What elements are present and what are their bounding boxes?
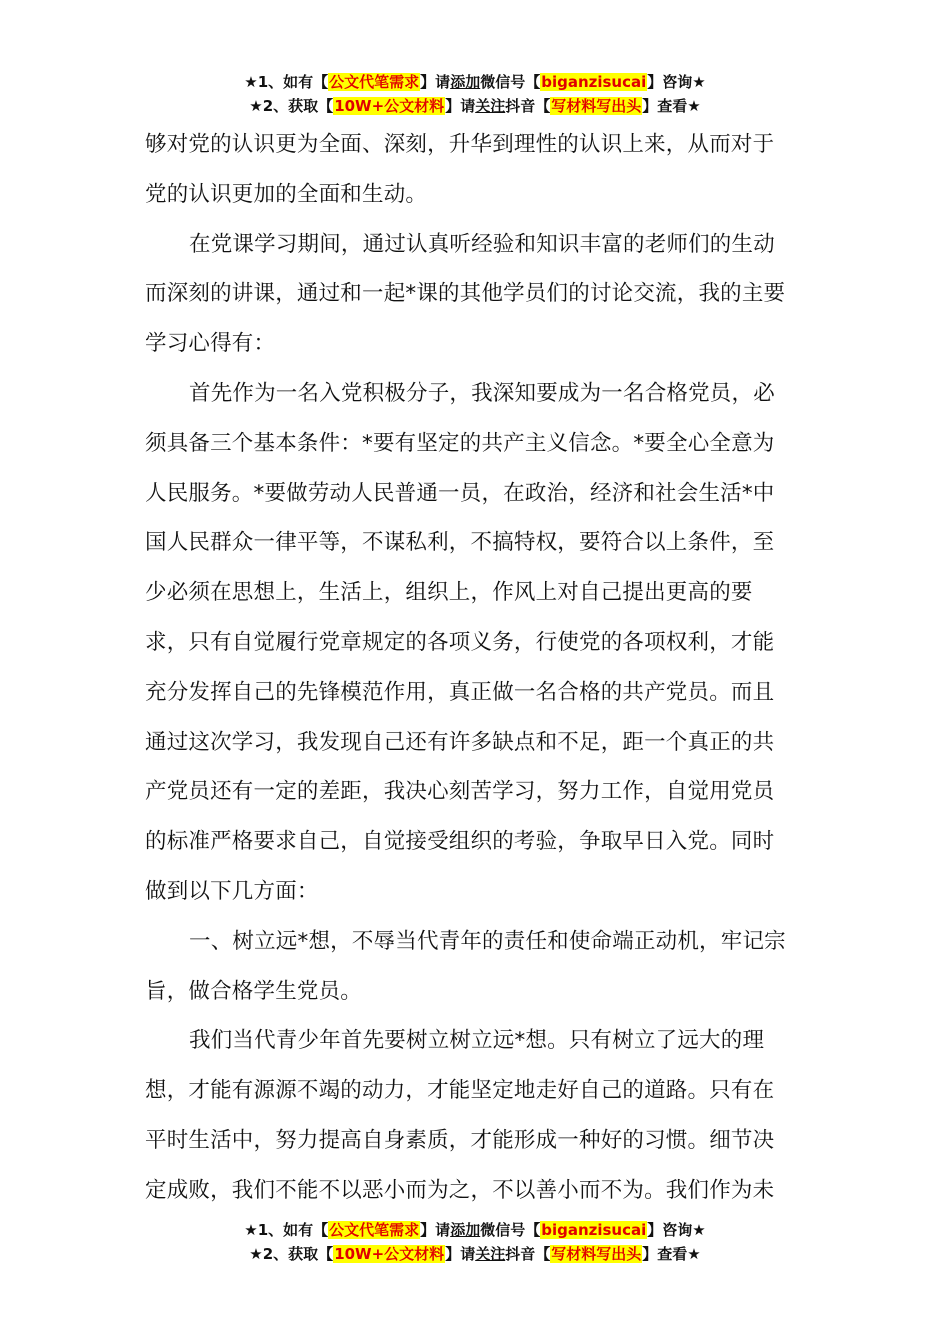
text-line: 学习心得有： (145, 331, 276, 357)
highlight-text: 写材料写出头 (551, 1245, 642, 1263)
header-banner (0, 70, 950, 118)
paragraph-start: 在党课学习期间，通过认真听经验和知识丰富的老师们的生动 (189, 231, 775, 257)
text-line: 够对党的认识更为全面、深刻，升华到理性的认识上来，从而对于 (145, 132, 775, 157)
banner-line-2 (0, 1242, 950, 1266)
banner-text: 微信号【 (480, 1221, 541, 1239)
paragraph-start: 首先作为一名入党积极分子，我深知要成为一名合格党员，必 (189, 380, 775, 406)
text-line: 产党员还有一定的差距，我决心刻苦学习，努力工作，自觉用党员 (145, 779, 775, 805)
banner-text: 】请 (445, 97, 476, 115)
banner-prefix: ★1、如有【 (244, 73, 329, 91)
banner-suffix: 】咨询★ (647, 1221, 706, 1239)
underlined-text: 关注 (475, 97, 506, 115)
text-line: 的标准严格要求自己，自觉接受组织的考验，争取早日入党。同时 (145, 829, 775, 855)
text-line: 人民服务。*要做劳动人民普通一员，在政治，经济和社会生活*中 (145, 480, 775, 506)
banner-text: 抖音【 (505, 97, 551, 115)
paragraph-start: 我们当代青少年首先要树立树立远*想。只有树立了远大的理 (189, 1028, 765, 1054)
banner-text: 】请 (445, 1245, 476, 1263)
banner-prefix: ★1、如有【 (244, 1221, 329, 1239)
text-line: 平时生活中，努力提高自身素质，才能形成一种好的习惯。细节决 (145, 1127, 775, 1153)
banner-text: 】请 (420, 1221, 451, 1239)
underlined-text: 添加 (450, 1221, 481, 1239)
section-heading: 一、树立远*想，不辱当代青年的责任和使命端正动机，牢记宗 (189, 928, 786, 954)
text-line: 做到以下几方面： (145, 878, 319, 904)
highlight-text: 写材料写出头 (551, 97, 642, 115)
text-line: 须具备三个基本条件：*要有坚定的共产主义信念。*要全心全意为 (145, 430, 775, 456)
highlight-text: biganzisucai (541, 73, 647, 91)
text-line: 国人民群众一律平等，不谋私利，不搞特权，要符合以上条件，至 (145, 530, 775, 556)
banner-line-1 (0, 1218, 950, 1242)
highlight-text: 公文代笔需求 (329, 73, 420, 91)
banner-suffix: 】查看★ (642, 1245, 701, 1263)
highlight-text: biganzisucai (541, 1221, 647, 1239)
underlined-text: 关注 (475, 1245, 506, 1263)
document-body (145, 120, 805, 1216)
underlined-text: 添加 (450, 73, 481, 91)
text-line: 定成败，我们不能不以恶小而为之，不以善小而不为。我们作为未 (145, 1177, 775, 1203)
text-line: 党的认识更加的全面和生动。 (145, 181, 428, 207)
footer-banner (0, 1218, 950, 1266)
banner-line-2 (0, 94, 950, 118)
banner-text: 】请 (420, 73, 451, 91)
banner-suffix: 】咨询★ (647, 73, 706, 91)
text-line: 充分发挥自己的先锋模范作用，真正做一名合格的共产党员。而且 (145, 679, 775, 705)
text-line: 而深刻的讲课，通过和一起*课的其他学员们的讨论交流，我的主要 (145, 281, 786, 307)
text-line: 通过这次学习，我发现自己还有许多缺点和不足，距一个真正的共 (145, 729, 775, 755)
banner-suffix: 】查看★ (642, 97, 701, 115)
text-line: 旨，做合格学生党员。 (145, 978, 363, 1004)
highlight-text: 10W+公文材料 (334, 97, 445, 115)
banner-text: 抖音【 (505, 1245, 551, 1263)
banner-prefix: ★2、获取【 (249, 1245, 334, 1263)
banner-line-1 (0, 70, 950, 94)
banner-text: 微信号【 (480, 73, 541, 91)
text-line: 想，才能有源源不竭的动力，才能坚定地走好自己的道路。只有在 (145, 1078, 775, 1104)
text-line: 少必须在思想上，生活上，组织上，作风上对自己提出更高的要 (145, 580, 753, 606)
text-line: 求，只有自觉履行党章规定的各项义务，行使党的各项权利，才能 (145, 629, 775, 655)
highlight-text: 公文代笔需求 (329, 1221, 420, 1239)
banner-prefix: ★2、获取【 (249, 97, 334, 115)
highlight-text: 10W+公文材料 (334, 1245, 445, 1263)
